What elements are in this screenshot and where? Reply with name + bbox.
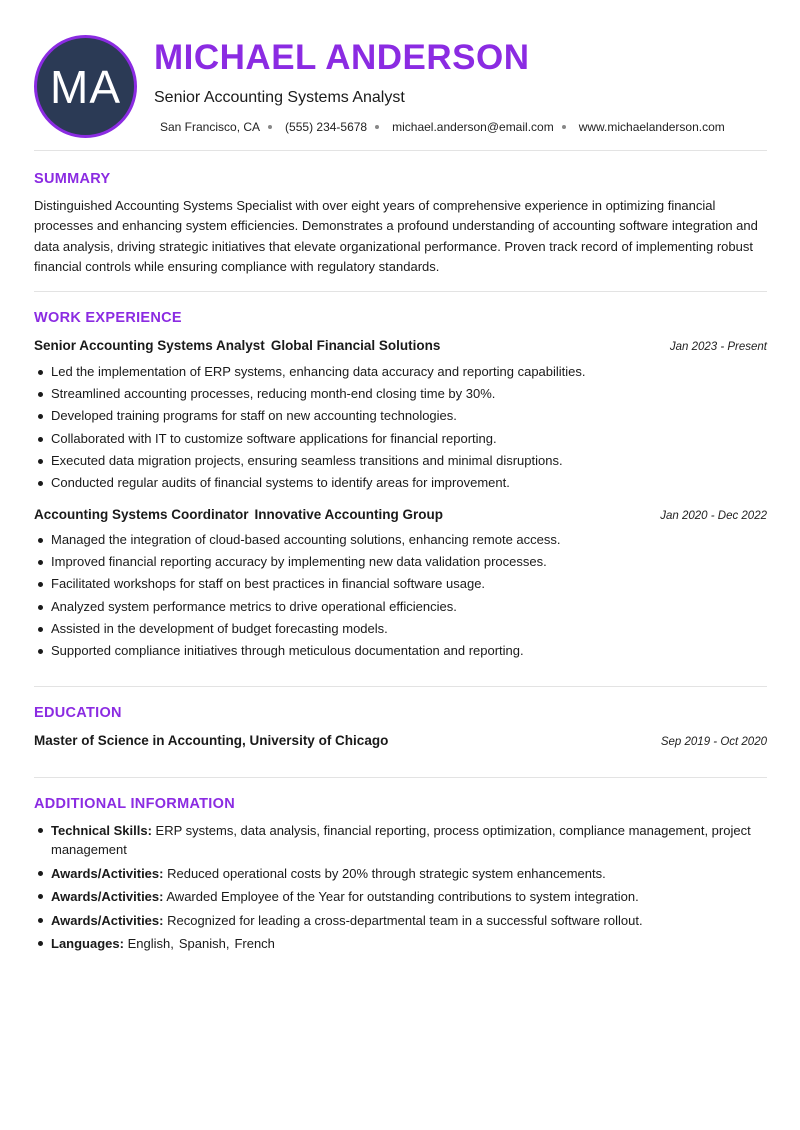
contact-email[interactable]: michael.anderson@email.com (392, 120, 554, 134)
job-company: Innovative Accounting Group (254, 507, 444, 522)
summary-text: Distinguished Accounting Systems Specialist with over eight years of comprehensive experience in optimizing financial processes and enhancing system efficiencies. Demonstrates a profound understanding of accounting software integration and data analysis, driving strategic initiatives that elevate organizational performance. Proven track record of implementing robust financial controls while ensuring compliance with regulatory standards. (34, 198, 758, 274)
language-item: English, (127, 936, 174, 951)
job-header (34, 338, 767, 353)
candidate-name: MICHAEL ANDERSON (154, 38, 530, 77)
list-item: Assisted in the development of budget forecasting models. (34, 618, 767, 640)
job-title-line (34, 338, 440, 353)
divider (34, 686, 767, 687)
list-item: Analyzed system performance metrics to drive operational efficiencies. (34, 596, 767, 618)
contact-location: San Francisco, CA (160, 120, 261, 134)
education-heading: EDUCATION (34, 705, 122, 721)
list-item: Facilitated workshops for staff on best practices in financial software usage. (34, 573, 767, 595)
list-item: Improved financial reporting accuracy by implementing new data validation processes. (34, 551, 767, 573)
info-text: Reduced operational costs by 20% through strategic system enhancements. (167, 865, 606, 881)
language-item: French (234, 936, 275, 951)
divider (34, 777, 767, 778)
contact-phone[interactable]: (555) 234-5678 (285, 120, 368, 134)
list-item: Streamlined accounting processes, reducing month-end closing time by 30%. (34, 383, 767, 405)
list-item: Led the implementation of ERP systems, enhancing data accuracy and reporting capabilities. (34, 361, 767, 383)
additional-heading: ADDITIONAL INFORMATION (34, 796, 235, 812)
additional-list (34, 821, 769, 958)
contact-bar (160, 120, 725, 134)
list-item: Executed data migration projects, ensuring seamless transitions and minimal disruptions. (34, 450, 767, 472)
dot-separator-icon (375, 125, 379, 129)
experience-heading: WORK EXPERIENCE (34, 310, 182, 326)
languages-label: Languages: (51, 936, 124, 951)
info-text: Awarded Employee of the Year for outstanding contributions to system integration. (166, 889, 639, 904)
job-dates: Jan 2020 - Dec 2022 (660, 510, 767, 522)
dot-separator-icon (268, 125, 272, 129)
job-role: Accounting Systems Coordinator (34, 507, 249, 522)
language-item: Spanish, (178, 936, 230, 951)
info-text: ERP systems, data analysis, financial reporting, process optimization, compliance management, project management (51, 823, 751, 857)
list-item (34, 821, 769, 859)
list-item: Developed training programs for staff on new accounting technologies. (34, 405, 767, 427)
job-role: Senior Accounting Systems Analyst (34, 338, 265, 353)
summary-heading: SUMMARY (34, 171, 111, 187)
divider (34, 291, 767, 292)
list-item (34, 864, 769, 883)
info-label: Awards/Activities: (51, 865, 164, 881)
dot-separator-icon (562, 125, 566, 129)
list-item: Collaborated with IT to customize software applications for financial reporting. (34, 428, 767, 450)
avatar-initials: MA (50, 60, 121, 113)
avatar (34, 35, 137, 138)
education-dates: Sep 2019 - Oct 2020 (660, 736, 767, 748)
list-item: Managed the integration of cloud-based accounting solutions, enhancing remote access. (34, 529, 767, 551)
job-title-line (34, 507, 443, 522)
info-text: Recognized for leading a cross-departmental team in a successful software rollout. (167, 912, 643, 928)
job-bullet-list (34, 529, 767, 662)
list-item (34, 911, 769, 930)
contact-website[interactable]: www.michaelanderson.com (578, 120, 725, 134)
info-label: Awards/Activities: (51, 912, 164, 928)
list-item: Supported compliance initiatives through meticulous documentation and reporting. (34, 640, 767, 662)
education-entry (34, 733, 767, 748)
job-header (34, 507, 767, 522)
candidate-title: Senior Accounting Systems Analyst (154, 89, 405, 106)
info-label: Technical Skills: (51, 823, 152, 838)
divider (34, 150, 767, 151)
list-item (34, 887, 769, 906)
job-dates: Jan 2023 - Present (669, 341, 767, 353)
job-bullet-list (34, 361, 767, 494)
job-company: Global Financial Solutions (270, 338, 441, 353)
list-item: Conducted regular audits of financial systems to identify areas for improvement. (34, 472, 767, 494)
list-item (34, 934, 769, 953)
info-label: Awards/Activities: (51, 889, 164, 904)
education-degree: Master of Science in Accounting, University of Chicago (34, 733, 389, 748)
